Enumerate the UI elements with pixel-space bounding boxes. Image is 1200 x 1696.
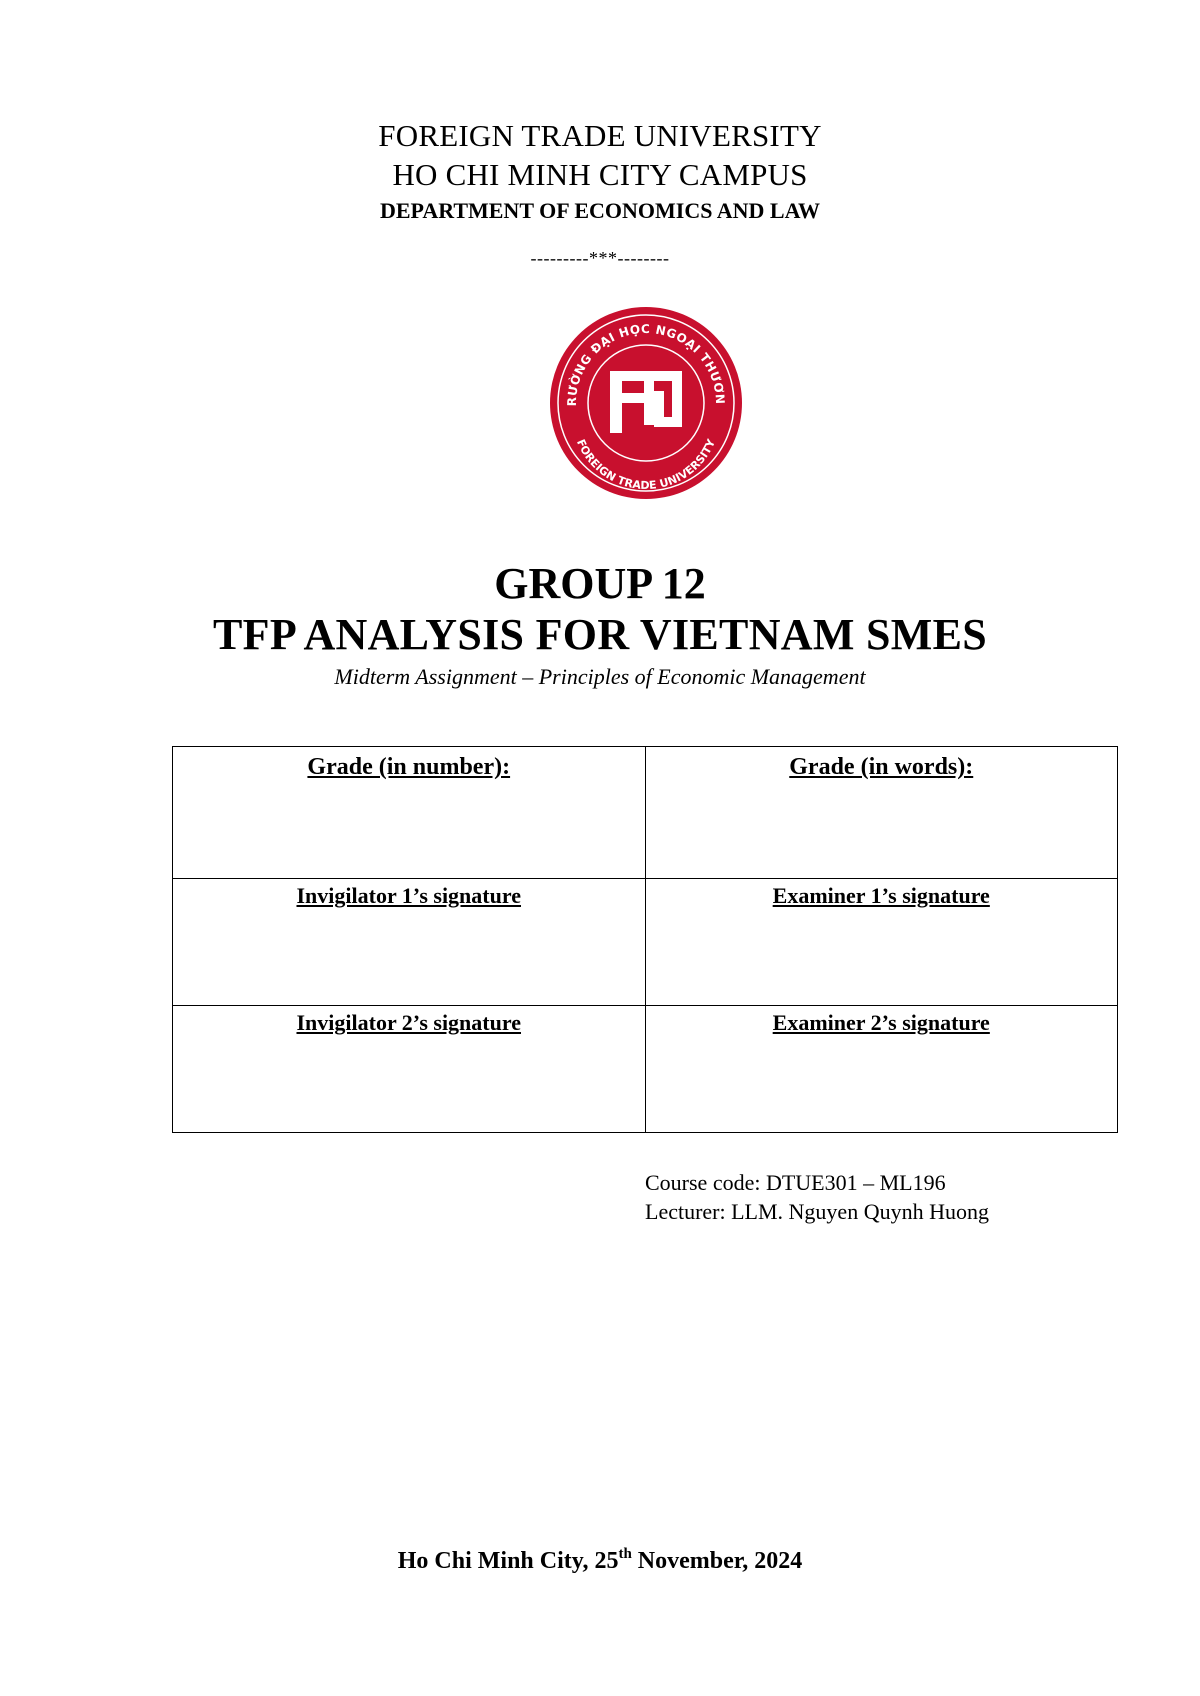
logo-bottom-text: FOREIGN TRADE UNIVERSITY [573,437,719,493]
university-logo [548,305,744,501]
table-row [173,747,1118,879]
invigilator-1-label: Invigilator 1’s signature [296,883,521,908]
report-title: TFP ANALYSIS FOR VIETNAM SMES [213,610,987,659]
examiner-1-label: Examiner 1’s signature [772,883,990,908]
date-prefix: Ho Chi Minh City, 25 [397,1548,619,1574]
ftu-seal-icon [548,305,744,501]
grade-number-cell [173,747,646,879]
examiner-2-cell [645,1006,1118,1133]
report-subtitle: Midterm Assignment – Principles of Economic Management [334,664,866,689]
invigilator-1-cell [173,879,646,1006]
logo-top-text: RƯỜNG ĐẠI HỌC NGOẠI THƯƠN [564,321,728,407]
university-name: FOREIGN TRADE UNIVERSITY [378,118,822,153]
table-row [173,1006,1118,1133]
grade-words-cell [645,747,1118,879]
lecturer-name: Lecturer: LLM. Nguyen Quynh Huong [645,1199,989,1224]
campus-name: HO CHI MINH CITY CAMPUS [392,157,808,192]
date-ordinal: th [618,1546,632,1562]
grade-number-label: Grade (in number): [307,754,511,780]
invigilator-2-cell [173,1006,646,1133]
grade-words-label: Grade (in words): [789,754,974,780]
decorative-separator: ---------***-------- [530,248,670,268]
examiner-2-label: Examiner 2’s signature [772,1010,990,1035]
date-rest: November, 2024 [631,1548,803,1574]
department-name: DEPARTMENT OF ECONOMICS AND LAW [379,198,821,223]
invigilator-2-label: Invigilator 2’s signature [296,1010,521,1035]
place-and-date [0,1548,1200,1575]
group-name: GROUP 12 [494,559,706,608]
table-row [173,879,1118,1006]
course-code: Course code: DTUE301 – ML196 [645,1170,946,1195]
grade-signature-table [172,746,1118,1133]
examiner-1-cell [645,879,1118,1006]
course-info [645,1168,989,1226]
